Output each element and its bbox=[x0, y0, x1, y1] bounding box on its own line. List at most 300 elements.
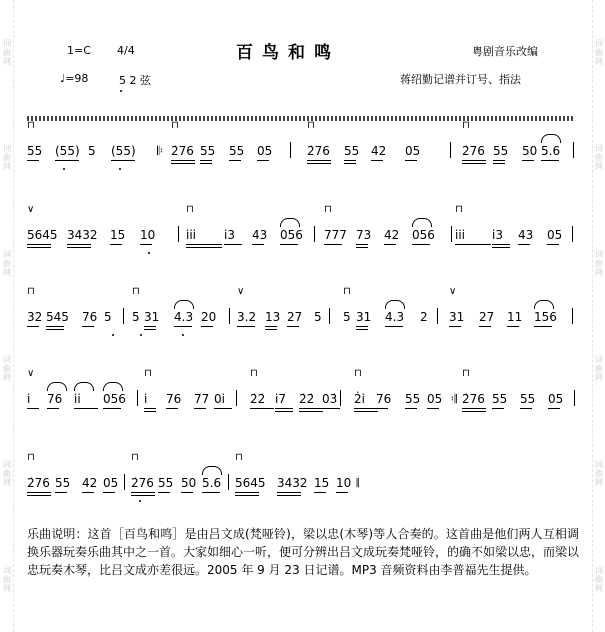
score-note: 5645 bbox=[235, 476, 266, 490]
watermark-char: 词 bbox=[595, 144, 603, 154]
beam-underline bbox=[27, 408, 39, 409]
watermark-char: 词 bbox=[595, 39, 603, 49]
score-note: 056 bbox=[412, 228, 435, 242]
barline bbox=[178, 226, 179, 242]
watermark-char: 曲 bbox=[3, 574, 11, 584]
watermark-char: 词 bbox=[595, 460, 603, 470]
score-note: 𝄆 bbox=[157, 144, 163, 158]
time-signature: 4/4 bbox=[117, 44, 135, 57]
score-note: 31 bbox=[144, 310, 160, 324]
down-bow-mark: ⊓ bbox=[455, 204, 463, 215]
beam-underline bbox=[235, 495, 259, 496]
beam-underline bbox=[67, 247, 91, 248]
score-note: i̇7 bbox=[275, 392, 286, 406]
watermark-char: 网 bbox=[595, 478, 603, 488]
slur-arc bbox=[47, 382, 67, 391]
beam-underline bbox=[492, 408, 504, 409]
watermark-mark bbox=[595, 355, 603, 382]
beam-underline bbox=[371, 160, 383, 161]
score-note: 55 bbox=[200, 144, 216, 158]
beam-underline bbox=[186, 247, 222, 248]
down-bow-mark: ⊓ bbox=[144, 368, 152, 379]
beam-underline bbox=[27, 492, 51, 493]
watermark-mark bbox=[595, 566, 603, 593]
score-note: i̇i̇i̇ bbox=[455, 228, 466, 242]
score-note: 05 bbox=[547, 228, 563, 242]
beam-underline bbox=[324, 244, 342, 245]
beam-underline bbox=[250, 408, 274, 409]
score-note: 05 bbox=[427, 392, 443, 406]
slur-arc bbox=[202, 466, 222, 475]
beam-underline bbox=[144, 408, 156, 409]
string-tuning: 5 2 弦 bbox=[119, 74, 151, 87]
score-note: 76 bbox=[82, 310, 98, 324]
score-note: (55) bbox=[55, 144, 80, 158]
beam-underline bbox=[427, 408, 439, 409]
score-note: 20 bbox=[201, 310, 217, 324]
watermark-mark bbox=[595, 250, 603, 277]
watermark-char: 曲 bbox=[595, 469, 603, 479]
score-note: 55 bbox=[229, 144, 245, 158]
low-octave-dot bbox=[63, 168, 65, 170]
slur-arc bbox=[280, 218, 300, 227]
beam-underline bbox=[27, 495, 51, 496]
low-octave-dot bbox=[139, 500, 141, 502]
score-note: i̇3 bbox=[492, 228, 503, 242]
beam-underline bbox=[131, 495, 155, 496]
beam-underline bbox=[354, 408, 378, 409]
low-octave-dot bbox=[112, 334, 114, 336]
beam-underline bbox=[507, 326, 519, 327]
page-title: 百鸟和鸣 bbox=[236, 43, 340, 63]
beam-underline bbox=[299, 408, 323, 409]
down-bow-mark: ⊓ bbox=[171, 120, 179, 131]
beam-underline bbox=[356, 244, 368, 245]
beam-underline bbox=[534, 326, 552, 327]
watermark-char: 曲 bbox=[595, 364, 603, 374]
barline bbox=[290, 142, 291, 158]
watermark-mark bbox=[3, 566, 11, 593]
score-note: 05 bbox=[405, 144, 421, 158]
watermark-char: 网 bbox=[3, 267, 11, 277]
beam-underline bbox=[385, 326, 403, 327]
watermark-char: 网 bbox=[595, 583, 603, 593]
watermark-char: 曲 bbox=[3, 48, 11, 58]
watermark-strip-right bbox=[592, 0, 605, 632]
watermark-char: 网 bbox=[3, 373, 11, 383]
watermark-char: 词 bbox=[595, 249, 603, 259]
score-note: 03̇ bbox=[322, 392, 338, 406]
down-bow-mark: ⊓ bbox=[307, 120, 315, 131]
tempo-marking: ♩=98 bbox=[60, 72, 89, 85]
score-note: 3432 bbox=[277, 476, 308, 490]
header-separator bbox=[27, 116, 575, 121]
down-bow-mark: ⊓ bbox=[343, 286, 351, 297]
watermark-mark bbox=[3, 355, 11, 382]
beam-underline bbox=[140, 244, 152, 245]
beam-underline bbox=[158, 492, 170, 493]
score-note: 3.2 bbox=[237, 310, 257, 324]
watermark-char: 词 bbox=[595, 565, 603, 575]
beam-underline bbox=[376, 408, 388, 409]
beam-underline bbox=[354, 411, 378, 412]
beam-underline bbox=[27, 244, 51, 245]
score-note: 5645 bbox=[27, 228, 58, 242]
score-note: 15 bbox=[110, 228, 126, 242]
down-bow-mark: ⊓ bbox=[462, 120, 470, 131]
score-note: 55 bbox=[344, 144, 360, 158]
beam-underline bbox=[493, 163, 505, 164]
beam-underline bbox=[265, 326, 277, 327]
beam-underline bbox=[356, 247, 368, 248]
beam-underline bbox=[299, 411, 323, 412]
beam-underline bbox=[46, 329, 64, 330]
beam-underline bbox=[307, 163, 331, 164]
watermark-char: 词 bbox=[3, 565, 11, 575]
score-note: 156 bbox=[534, 310, 557, 324]
beam-underline bbox=[224, 244, 242, 245]
up-bow-mark: ∨ bbox=[449, 286, 457, 297]
beam-underline bbox=[344, 163, 356, 164]
watermark-mark bbox=[3, 250, 11, 277]
beam-underline bbox=[356, 329, 368, 330]
beam-underline bbox=[277, 492, 301, 493]
score-note: 4.3 bbox=[385, 310, 405, 324]
beam-underline bbox=[275, 411, 293, 412]
score-note: 55 bbox=[520, 392, 536, 406]
watermark-char: 曲 bbox=[595, 258, 603, 268]
score-note: 2̇76 bbox=[171, 144, 194, 158]
beam-underline bbox=[103, 408, 121, 409]
slur-arc bbox=[74, 382, 94, 391]
beam-underline bbox=[194, 408, 206, 409]
score-note: 55 bbox=[55, 476, 71, 490]
slur-arc bbox=[174, 300, 194, 309]
beam-underline bbox=[201, 326, 213, 327]
score-note: 5 bbox=[314, 310, 322, 324]
watermark-mark bbox=[3, 144, 11, 171]
slur-arc bbox=[103, 382, 123, 391]
score-note: 50 bbox=[522, 144, 538, 158]
beam-underline bbox=[186, 244, 222, 245]
beam-underline bbox=[455, 244, 491, 245]
watermark-char: 网 bbox=[3, 162, 11, 172]
barline bbox=[437, 308, 438, 324]
score-note: i̇ bbox=[144, 392, 148, 406]
score-note: 2̇76 bbox=[462, 144, 485, 158]
beam-underline bbox=[314, 492, 326, 493]
watermark-char: 网 bbox=[595, 373, 603, 383]
down-bow-mark: ⊓ bbox=[27, 452, 35, 463]
beam-underline bbox=[47, 408, 59, 409]
watermark-char: 词 bbox=[3, 249, 11, 259]
beam-underline bbox=[235, 492, 259, 493]
watermark-char: 曲 bbox=[595, 48, 603, 58]
barline bbox=[451, 226, 452, 242]
beam-underline bbox=[111, 160, 135, 161]
score-note: (55) bbox=[111, 144, 136, 158]
beam-underline bbox=[275, 408, 293, 409]
notation-credit: 蒋绍勤记谱并订号、指法 bbox=[400, 73, 521, 86]
score-note: 2 bbox=[420, 310, 428, 324]
beam-underline bbox=[46, 326, 64, 327]
beam-underline bbox=[67, 244, 91, 245]
watermark-char: 曲 bbox=[3, 364, 11, 374]
score-note: 5 bbox=[132, 310, 140, 324]
score-note: 2̇2̇ bbox=[299, 392, 315, 406]
beam-underline bbox=[265, 329, 277, 330]
beam-underline bbox=[144, 411, 156, 412]
watermark-char: 网 bbox=[3, 57, 11, 67]
barline bbox=[574, 390, 575, 406]
beam-underline bbox=[103, 492, 115, 493]
down-bow-mark: ⊓ bbox=[354, 368, 362, 379]
beam-underline bbox=[214, 408, 232, 409]
beam-underline bbox=[200, 160, 212, 161]
score-note: i̇i̇ bbox=[74, 392, 81, 406]
beam-underline bbox=[131, 492, 155, 493]
key-signature: 1=C bbox=[67, 44, 91, 57]
barline bbox=[123, 308, 124, 324]
beam-underline bbox=[462, 163, 486, 164]
low-octave-dot bbox=[140, 334, 142, 336]
score-note: 31 bbox=[449, 310, 465, 324]
beam-underline bbox=[257, 160, 269, 161]
barline bbox=[329, 308, 330, 324]
down-bow-mark: ⊓ bbox=[186, 204, 194, 215]
watermark-char: 曲 bbox=[595, 153, 603, 163]
beam-underline bbox=[144, 329, 156, 330]
score-note: 55 bbox=[492, 392, 508, 406]
beam-underline bbox=[55, 492, 67, 493]
watermark-char: 曲 bbox=[3, 153, 11, 163]
beam-underline bbox=[144, 326, 156, 327]
score-note: 76 bbox=[376, 392, 392, 406]
score-note: 777 bbox=[324, 228, 347, 242]
beam-underline bbox=[548, 408, 560, 409]
score-note: 76 bbox=[166, 392, 182, 406]
barline bbox=[450, 142, 451, 158]
score-note: 55 bbox=[158, 476, 174, 490]
slur-arc bbox=[534, 300, 554, 309]
score-note: 5 bbox=[343, 310, 351, 324]
up-bow-mark: ∨ bbox=[27, 368, 35, 379]
score-note: 05 bbox=[257, 144, 273, 158]
beam-underline bbox=[307, 160, 331, 161]
score-note: 77 bbox=[194, 392, 210, 406]
watermark-mark bbox=[595, 144, 603, 171]
down-bow-mark: ⊓ bbox=[131, 452, 139, 463]
beam-underline bbox=[520, 408, 532, 409]
barline bbox=[236, 390, 237, 406]
watermark-char: 词 bbox=[3, 355, 11, 365]
down-bow-mark: ⊓ bbox=[132, 286, 140, 297]
beam-underline bbox=[27, 247, 51, 248]
score-note: i̇3 bbox=[224, 228, 235, 242]
score-note: 55 bbox=[27, 144, 43, 158]
score-note: 545 bbox=[46, 310, 69, 324]
beam-underline bbox=[110, 244, 122, 245]
beam-underline bbox=[462, 411, 486, 412]
score-note: 31 bbox=[356, 310, 372, 324]
beam-underline bbox=[322, 408, 340, 409]
beam-underline bbox=[277, 495, 301, 496]
music-description: 乐曲说明：这首［百鸟和鸣］是由吕文成(梵哑铃)，梁以忠(木琴)等人合奏的。这首曲是他们两人互相调换乐器玩奏乐曲其中之一首。大家如细心一听，便可分辨出吕文成玩奏梵哑铃，的确不如梁以忠，而梁以忠玩奏木琴，比吕文成亦差很远。2005 年 9 月 23 日记谱。MP3 音频资料由李普福先生提供。 bbox=[27, 527, 580, 577]
beam-underline bbox=[171, 163, 195, 164]
beam-underline bbox=[405, 408, 417, 409]
beam-underline bbox=[384, 244, 396, 245]
score-note: 11 bbox=[507, 310, 523, 324]
beam-underline bbox=[280, 244, 298, 245]
score-note: 42 bbox=[384, 228, 400, 242]
down-bow-mark: ⊓ bbox=[324, 204, 332, 215]
score-note: 2̇76 bbox=[307, 144, 330, 158]
watermark-mark bbox=[595, 39, 603, 66]
score-note: 2̇76 bbox=[131, 476, 154, 490]
beam-underline bbox=[166, 408, 178, 409]
score-note: 43 bbox=[518, 228, 534, 242]
beam-underline bbox=[181, 492, 193, 493]
down-bow-mark: ⊓ bbox=[27, 286, 35, 297]
score-note: i̇i̇i̇ bbox=[186, 228, 197, 242]
score-note: 3432 bbox=[67, 228, 98, 242]
score-note: 13 bbox=[265, 310, 281, 324]
up-bow-mark: ∨ bbox=[237, 286, 245, 297]
score-note: 05 bbox=[548, 392, 564, 406]
watermark-char: 词 bbox=[3, 144, 11, 154]
score-note: 4.3 bbox=[174, 310, 194, 324]
score-note: 10 bbox=[336, 476, 352, 490]
score-note: 27 bbox=[479, 310, 495, 324]
score-note: 2̇76 bbox=[462, 392, 485, 406]
beam-underline bbox=[55, 160, 79, 161]
score-note: 5.6 bbox=[541, 144, 561, 158]
low-octave-dot bbox=[148, 252, 150, 254]
barline bbox=[137, 390, 138, 406]
slur-arc bbox=[412, 218, 432, 227]
beam-underline bbox=[541, 160, 559, 161]
down-bow-mark: ⊓ bbox=[27, 120, 35, 131]
barline bbox=[572, 308, 573, 324]
score-note: 056 bbox=[280, 228, 303, 242]
score-note: 32 bbox=[27, 310, 43, 324]
beam-underline bbox=[462, 160, 486, 161]
beam-underline bbox=[522, 160, 534, 161]
score-note: 2̇2̇ bbox=[250, 392, 266, 406]
watermark-char: 网 bbox=[595, 162, 603, 172]
score-note: 15 bbox=[314, 476, 330, 490]
barline bbox=[228, 474, 229, 490]
beam-underline bbox=[82, 492, 94, 493]
beam-underline bbox=[405, 160, 417, 161]
watermark-char: 网 bbox=[595, 267, 603, 277]
low-octave-dot bbox=[182, 334, 184, 336]
beam-underline bbox=[356, 326, 368, 327]
beam-underline bbox=[237, 326, 255, 327]
watermark-mark bbox=[595, 460, 603, 487]
watermark-char: 曲 bbox=[595, 574, 603, 584]
down-bow-mark: ⊓ bbox=[235, 452, 243, 463]
watermark-mark bbox=[3, 460, 11, 487]
score-note: 43 bbox=[252, 228, 268, 242]
score-note: 056 bbox=[103, 392, 126, 406]
down-bow-mark: ⊓ bbox=[250, 368, 258, 379]
beam-underline bbox=[174, 326, 192, 327]
score-note: 5 bbox=[88, 144, 96, 158]
watermark-char: 曲 bbox=[3, 469, 11, 479]
low-octave-dot bbox=[119, 168, 121, 170]
barline bbox=[229, 308, 230, 324]
score-note: 05 bbox=[103, 476, 119, 490]
score-note: 55 bbox=[493, 144, 509, 158]
score-note: 55 bbox=[405, 392, 421, 406]
beam-underline bbox=[171, 160, 195, 161]
beam-underline bbox=[229, 160, 241, 161]
beam-underline bbox=[518, 244, 530, 245]
watermark-char: 网 bbox=[595, 57, 603, 67]
score-note: 10 bbox=[140, 228, 156, 242]
beam-underline bbox=[74, 408, 98, 409]
arranger-credit: 粤剧音乐改编 bbox=[472, 45, 538, 58]
slur-arc bbox=[541, 134, 561, 143]
watermark-mark bbox=[3, 39, 11, 66]
score-note: 42 bbox=[371, 144, 387, 158]
score-note: 5 bbox=[104, 310, 112, 324]
beam-underline bbox=[202, 492, 220, 493]
beam-underline bbox=[336, 492, 348, 493]
score-note: 𝄇 bbox=[451, 392, 457, 406]
watermark-strip-left bbox=[1, 0, 14, 632]
beam-underline bbox=[200, 163, 212, 164]
watermark-char: 曲 bbox=[3, 258, 11, 268]
watermark-char: 网 bbox=[3, 583, 11, 593]
barline bbox=[124, 474, 125, 490]
score-note: 5.6 bbox=[202, 476, 222, 490]
score-note: 0i̇ bbox=[214, 392, 225, 406]
watermark-char: 词 bbox=[3, 39, 11, 49]
watermark-char: 词 bbox=[3, 460, 11, 470]
beam-underline bbox=[479, 326, 491, 327]
barline bbox=[573, 142, 574, 158]
beam-underline bbox=[462, 408, 486, 409]
beam-underline bbox=[492, 244, 510, 245]
barline bbox=[340, 390, 341, 406]
beam-underline bbox=[492, 247, 510, 248]
score-note: 42 bbox=[82, 476, 98, 490]
slur-arc bbox=[385, 300, 405, 309]
beam-underline bbox=[344, 160, 356, 161]
beam-underline bbox=[287, 326, 299, 327]
beam-underline bbox=[27, 326, 39, 327]
score-note: 27 bbox=[287, 310, 303, 324]
low-octave-dot bbox=[120, 90, 122, 92]
score-note: 50 bbox=[181, 476, 197, 490]
up-bow-mark: ∨ bbox=[27, 204, 35, 215]
score-note: 2̇i̇ bbox=[354, 392, 365, 406]
watermark-char: 网 bbox=[3, 478, 11, 488]
beam-underline bbox=[412, 244, 430, 245]
score-note: 𝄂 bbox=[356, 476, 359, 490]
down-bow-mark: ⊓ bbox=[462, 368, 470, 379]
barline bbox=[572, 226, 573, 242]
score-note: 76 bbox=[47, 392, 63, 406]
beam-underline bbox=[547, 244, 559, 245]
watermark-char: 词 bbox=[595, 355, 603, 365]
beam-underline bbox=[493, 160, 505, 161]
beam-underline bbox=[449, 326, 461, 327]
score-note: 73 bbox=[356, 228, 372, 242]
beam-underline bbox=[27, 160, 39, 161]
